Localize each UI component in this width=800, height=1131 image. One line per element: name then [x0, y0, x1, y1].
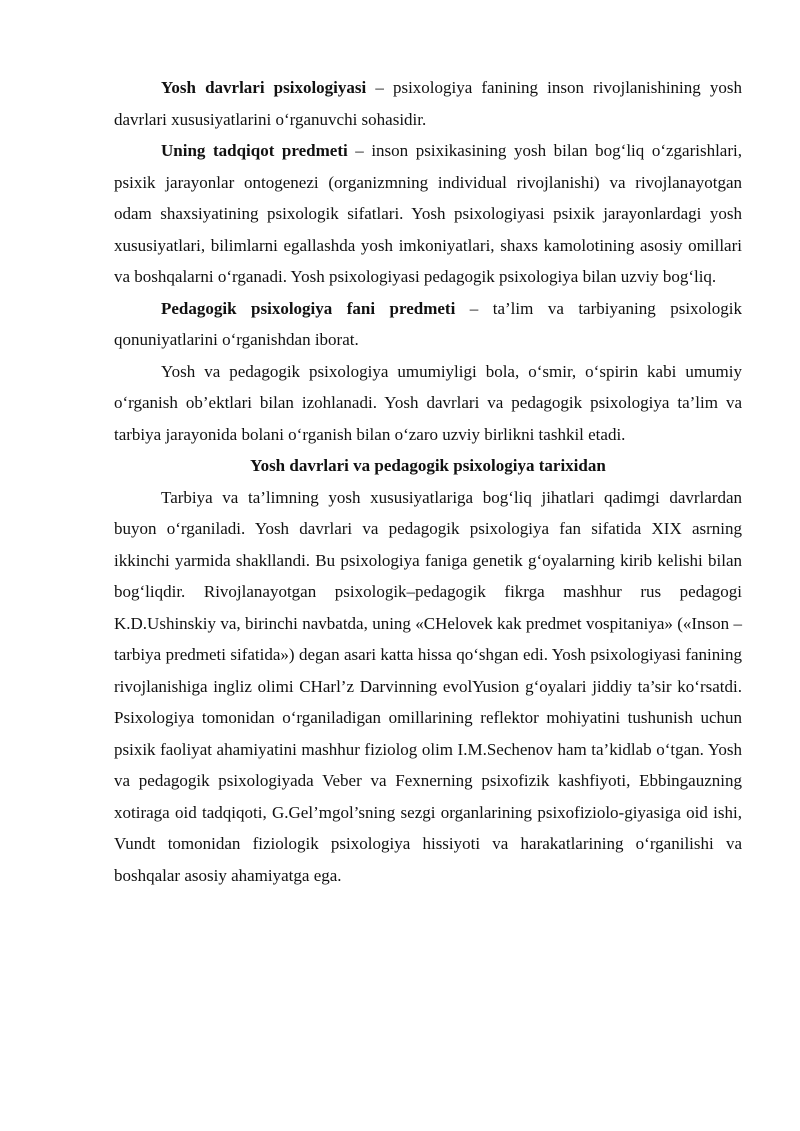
- paragraph-text: Yosh va pedagogik psixologiya umumiyligi bola, o‘smir, o‘spirin kabi umumiy o‘rganish ob’ektlari bilan izohlanadi. Yosh davrlari va pedagogik psixologiya ta’lim va tarbiya jarayonida bolani o‘rganish bilan o‘zaro uzviy birlikni tashkil etadi.: [114, 361, 742, 444]
- paragraph-history: Tarbiya va ta’limning yosh xususiyatlariga bog‘liq jihatlari qadimgi davrlardan buyon o‘rganiladi. Yosh davrlari va pedagogik psixologiya fan sifatida XIX asrning ikkinchi yarmida shakllandi. Bu psixologiya faniga genetik g‘oyalarning kirib kelishi bilan bog‘liqdir. Rivojlanayotgan psixologik–pedagogik fikrga mashhur rus pedagogi K.D.Ushinskiy va, birinchi navbatda, uning «CHelovek kak predmet vospitaniya» («Inson – tarbiya predmeti sifatida») degan asari katta hissa qo‘shgan edi. Yosh psixologiyasi fanining rivojlanishiga ingliz olimi CHarl’z Darvinning evolYusion g‘oyalari jiddiy ta’sir ko‘rsatdi. Psixologiya tomonidan o‘rganiladigan omillarining reflektor mohiyatini tushunish uchun psixik faoliyat ahamiyatini mashhur fiziolog olim I.M.Sechenov ham ta’kidlab o‘tgan. Yosh va pedagogik psixologiyada Veber va Fexnerning psixofizik kashfiyoti, Ebbingauzning xotiraga oid tadqiqoti, G.Gel’mgol’sning sezgi organlarining psixofiziolo-giyasiga oid ishi, Vundt tomonidan fiziologik psixologiya hissiyoti va harakatlarining o‘rganilishi va boshqalar asosiy ahamiyatga ega.: [114, 487, 742, 885]
- paragraph-commonality: [114, 356, 742, 451]
- paragraph-research-subject: [114, 135, 742, 293]
- section-heading: Yosh davrlari va pedagogik psixologiya tarixidan: [250, 456, 606, 475]
- paragraph-definition-age-psychology: [114, 72, 742, 135]
- paragraph-text: – inson psixikasining yosh bilan bog‘liq o‘zgarishlari, psixik jarayonlar ontogenezi (organizmning individual rivojlanishi) va rivojlanayotgan odam shaxsiyatining psixologik sifatlari. Yosh psixologiyasi psixik jarayonlardagi yosh xususiyatlari, bilimlarni egallashda yosh imkoniyatlari, shaxs kamolotining asosiy omillari va boshqalarni o‘rganadi. Yosh psixologiyasi pedagogik psixologiya bilan uzviy bog‘liq.: [114, 141, 742, 286]
- term-pedagogical-psychology-subject: Pedagogik psixologiya fani predmeti: [161, 298, 456, 318]
- paragraph-text: – ta’lim va tarbiyaning psixologik qonuniyatlarini o‘rganishdan iborat.: [114, 298, 742, 349]
- paragraph-pedagogical-psychology-subject: [114, 293, 742, 356]
- document-page: [114, 72, 742, 891]
- term-research-subject: Uning tadqiqot predmeti: [161, 141, 348, 160]
- term-age-psychology: Yosh davrlari psixologiyasi: [161, 78, 367, 97]
- paragraph-text: – psixologiya fanining inson rivojlanishining yosh davrlari xususiyatlarini o‘rganuvchi sohasidir.: [114, 78, 742, 129]
